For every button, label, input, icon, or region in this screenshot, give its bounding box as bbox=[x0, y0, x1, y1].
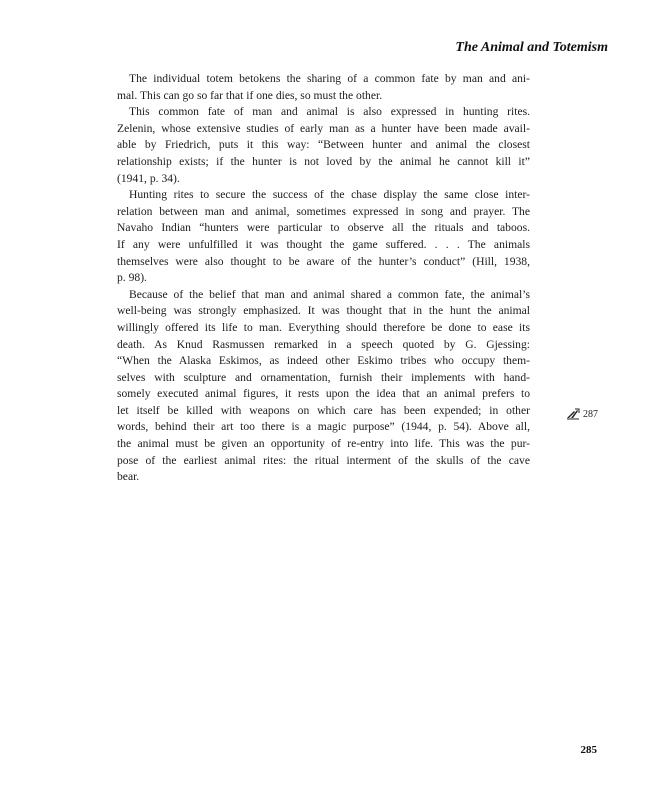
text-line: Zelenin, whose extensive studies of early man as a hunter have been made avail- bbox=[117, 121, 530, 135]
text-line: somely executed animal figures, it rests upon the idea that an animal prefers to bbox=[117, 387, 530, 401]
text-line: pose of the earliest animal rites: the ritual interment of the skulls of the cave bbox=[117, 453, 530, 467]
text-line: This common fate of man and animal is also expressed in hunting rites. bbox=[129, 105, 530, 119]
text-line: let itself be killed with weapons on which care has been expended; in other bbox=[117, 403, 530, 417]
margin-cross-reference[interactable] bbox=[566, 408, 598, 420]
text-line: p. 98). bbox=[117, 271, 147, 285]
paragraph-2 bbox=[117, 104, 530, 187]
text-line: themselves were also thought to be aware of the hunter’s conduct” (Hill, 1938, bbox=[117, 254, 530, 268]
text-line: mal. This can go so far that if one dies, so must the other. bbox=[117, 88, 383, 102]
text-line: the animal must be given an opportunity of re-entry into life. This was the pur- bbox=[117, 437, 530, 451]
text-line: selves with sculpture and ornamentation, furnish their implements with hand- bbox=[117, 370, 530, 384]
page-number: 285 bbox=[580, 744, 597, 756]
text-line: Hunting rites to secure the success of the chase display the same close inter- bbox=[129, 188, 530, 202]
pointing-hand-icon bbox=[566, 408, 580, 420]
text-line: Because of the belief that man and animal shared a common fate, the animal’s bbox=[129, 287, 530, 301]
text-line: words, behind their art too there is a magic purpose” (1944, p. 54). Above all, bbox=[117, 420, 530, 434]
text-line: willingly offered its life to man. Everything should therefore be done to ease its bbox=[117, 320, 530, 334]
running-head: The Animal and Totemism bbox=[455, 40, 608, 55]
text-line: bear. bbox=[117, 470, 140, 484]
text-line: relation between man and animal, sometimes expressed in song and prayer. The bbox=[117, 204, 530, 218]
text-line: able by Friedrich, puts it this way: “Between hunter and animal the closest bbox=[117, 138, 530, 152]
text-line: Navaho Indian “hunters were particular to observe all the rituals and taboos. bbox=[117, 221, 530, 235]
text-line: death. As Knud Rasmussen remarked in a speech quoted by G. Gjessing: bbox=[117, 337, 530, 351]
paragraph-1 bbox=[117, 71, 530, 104]
text-line: (1941, p. 34). bbox=[117, 171, 180, 185]
text-line: relationship exists; if the hunter is not loved by the animal he cannot kill it” bbox=[117, 154, 530, 168]
cross-reference-page: 287 bbox=[583, 408, 598, 420]
paragraph-4 bbox=[117, 287, 530, 486]
body-text bbox=[117, 71, 530, 486]
text-line: “When the Alaska Eskimos, as indeed other Eskimo tribes who occupy them- bbox=[117, 354, 530, 368]
text-line: The individual totem betokens the sharing of a common fate by man and ani- bbox=[129, 72, 530, 85]
text-line: well-being was strongly emphasized. It was thought that in the hunt the animal bbox=[117, 304, 530, 318]
paragraph-3 bbox=[117, 187, 530, 287]
text-line: If any were unfulfilled it was thought the game suffered. . . . The animals bbox=[117, 237, 530, 251]
